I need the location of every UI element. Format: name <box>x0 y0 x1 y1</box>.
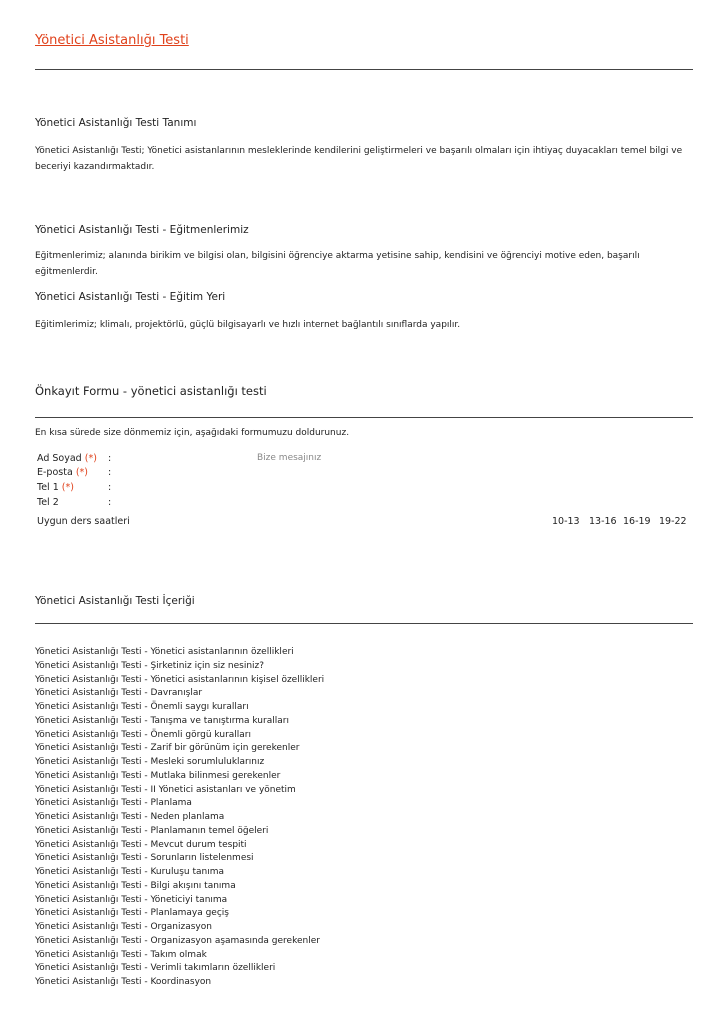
list-item: Yönetici Asistanlığı Testi - Tanışma ve tanıştırma kuralları <box>35 715 289 726</box>
list-item: Yönetici Asistanlığı Testi - Neden planlama <box>35 812 225 822</box>
list-item: Yönetici Asistanlığı Testi - Mesleki sorumluluklarınız <box>35 757 265 767</box>
list-item: Yönetici Asistanlığı Testi - Önemli saygı kuralları <box>35 702 249 712</box>
list-item: Yönetici Asistanlığı Testi - Yönetici asistanlarının kişisel özellikleri <box>35 674 325 685</box>
hour-option[interactable]: 10-13 <box>552 516 580 527</box>
field-label-email: E-posta (*) <box>37 467 88 478</box>
list-item: Yönetici Asistanlığı Testi - Şirketiniz için siz nesiniz? <box>35 660 265 671</box>
section-heading-egitmenler: Yönetici Asistanlığı Testi - Eğitmenlerimiz <box>35 224 249 236</box>
hour-option[interactable]: 13-16 <box>589 516 617 527</box>
divider <box>35 623 693 624</box>
content-list <box>35 646 324 990</box>
hour-option[interactable]: 19-22 <box>659 516 687 527</box>
field-colon: : <box>108 453 112 464</box>
list-item: Yönetici Asistanlığı Testi - II Yönetici asistanları ve yönetim <box>35 784 296 795</box>
section-heading-yer: Yönetici Asistanlığı Testi - Eğitim Yeri <box>35 291 226 303</box>
list-item: Yönetici Asistanlığı Testi - Verimli takımların özellikleri <box>35 963 276 974</box>
section-text-yer: Eğitimlerimiz; klimalı, projektörlü, güçlü bilgisayarlı ve hızlı internet bağlantılı sınıflarda yapılır. <box>35 320 461 330</box>
section-text-egitmenler: Eğitmenlerimiz; alanında birikim ve bilgisi olan, bilgisini öğrenciye aktarma yetisine sahip, kendisini ve öğrenciyi motive eden, başarılı eğitmenlerdir. <box>35 251 640 277</box>
list-item: Yönetici Asistanlığı Testi - Bilgi akışını tanıma <box>35 880 236 891</box>
list-item: Yönetici Asistanlığı Testi - Davranışlar <box>35 688 203 699</box>
divider <box>35 69 693 70</box>
form-intro: En kısa sürede size dönmemiz için, aşağıdaki formumuzu doldurunuz. <box>35 428 350 438</box>
field-colon: : <box>108 497 112 508</box>
field-colon: : <box>108 482 112 493</box>
list-item: Yönetici Asistanlığı Testi - Önemli görgü kuralları <box>35 729 252 740</box>
message-field[interactable]: Bize mesajınız <box>257 453 322 463</box>
field-colon: : <box>108 467 112 478</box>
form-heading: Önkayıt Formu - yönetici asistanlığı testi <box>35 384 267 398</box>
section-text-tanim: Yönetici Asistanlığı Testi; Yönetici asistanlarının mesleklerinde kendilerini geliştirmeleri ve başarılı olmaları için ihtiyaç duyacakları temel bilgi ve beceriyi kazandırmaktadır. <box>35 146 683 172</box>
list-item: Yönetici Asistanlığı Testi - Planlamanın temel öğeleri <box>35 825 269 836</box>
hour-option[interactable]: 16-19 <box>623 516 651 527</box>
list-item: Yönetici Asistanlığı Testi - Mutlaka bilinmesi gerekenler <box>35 770 281 781</box>
list-item: Yönetici Asistanlığı Testi - Zarif bir görünüm için gerekenler <box>35 743 300 754</box>
hours-label: Uygun ders saatleri <box>37 516 130 527</box>
list-item: Yönetici Asistanlığı Testi - Yöneticiyi tanıma <box>35 894 228 905</box>
field-label-tel1: Tel 1 (*) <box>37 482 74 493</box>
page-title-link[interactable]: Yönetici Asistanlığı Testi <box>35 33 189 48</box>
list-item: Yönetici Asistanlığı Testi - Yönetici asistanlarının özellikleri <box>35 647 294 657</box>
list-item: Yönetici Asistanlığı Testi - Planlama <box>35 798 192 809</box>
list-item: Yönetici Asistanlığı Testi - Organizasyon <box>35 922 212 932</box>
section-heading-tanim: Yönetici Asistanlığı Testi Tanımı <box>35 117 197 129</box>
divider <box>35 417 693 418</box>
field-label-name: Ad Soyad (*) <box>37 453 97 464</box>
list-item: Yönetici Asistanlığı Testi - Takım olmak <box>35 949 207 960</box>
list-item: Yönetici Asistanlığı Testi - Koordinasyon <box>35 977 212 987</box>
content-heading: Yönetici Asistanlığı Testi İçeriği <box>35 595 195 607</box>
list-item: Yönetici Asistanlığı Testi - Mevcut durum tespiti <box>35 839 247 850</box>
list-item: Yönetici Asistanlığı Testi - Organizasyon aşamasında gerekenler <box>35 935 320 946</box>
list-item: Yönetici Asistanlığı Testi - Sorunların listelenmesi <box>35 853 254 864</box>
list-item: Yönetici Asistanlığı Testi - Planlamaya geçiş <box>35 908 229 919</box>
list-item: Yönetici Asistanlığı Testi - Kuruluşu tanıma <box>35 867 224 877</box>
field-label-tel2: Tel 2 <box>37 497 59 508</box>
